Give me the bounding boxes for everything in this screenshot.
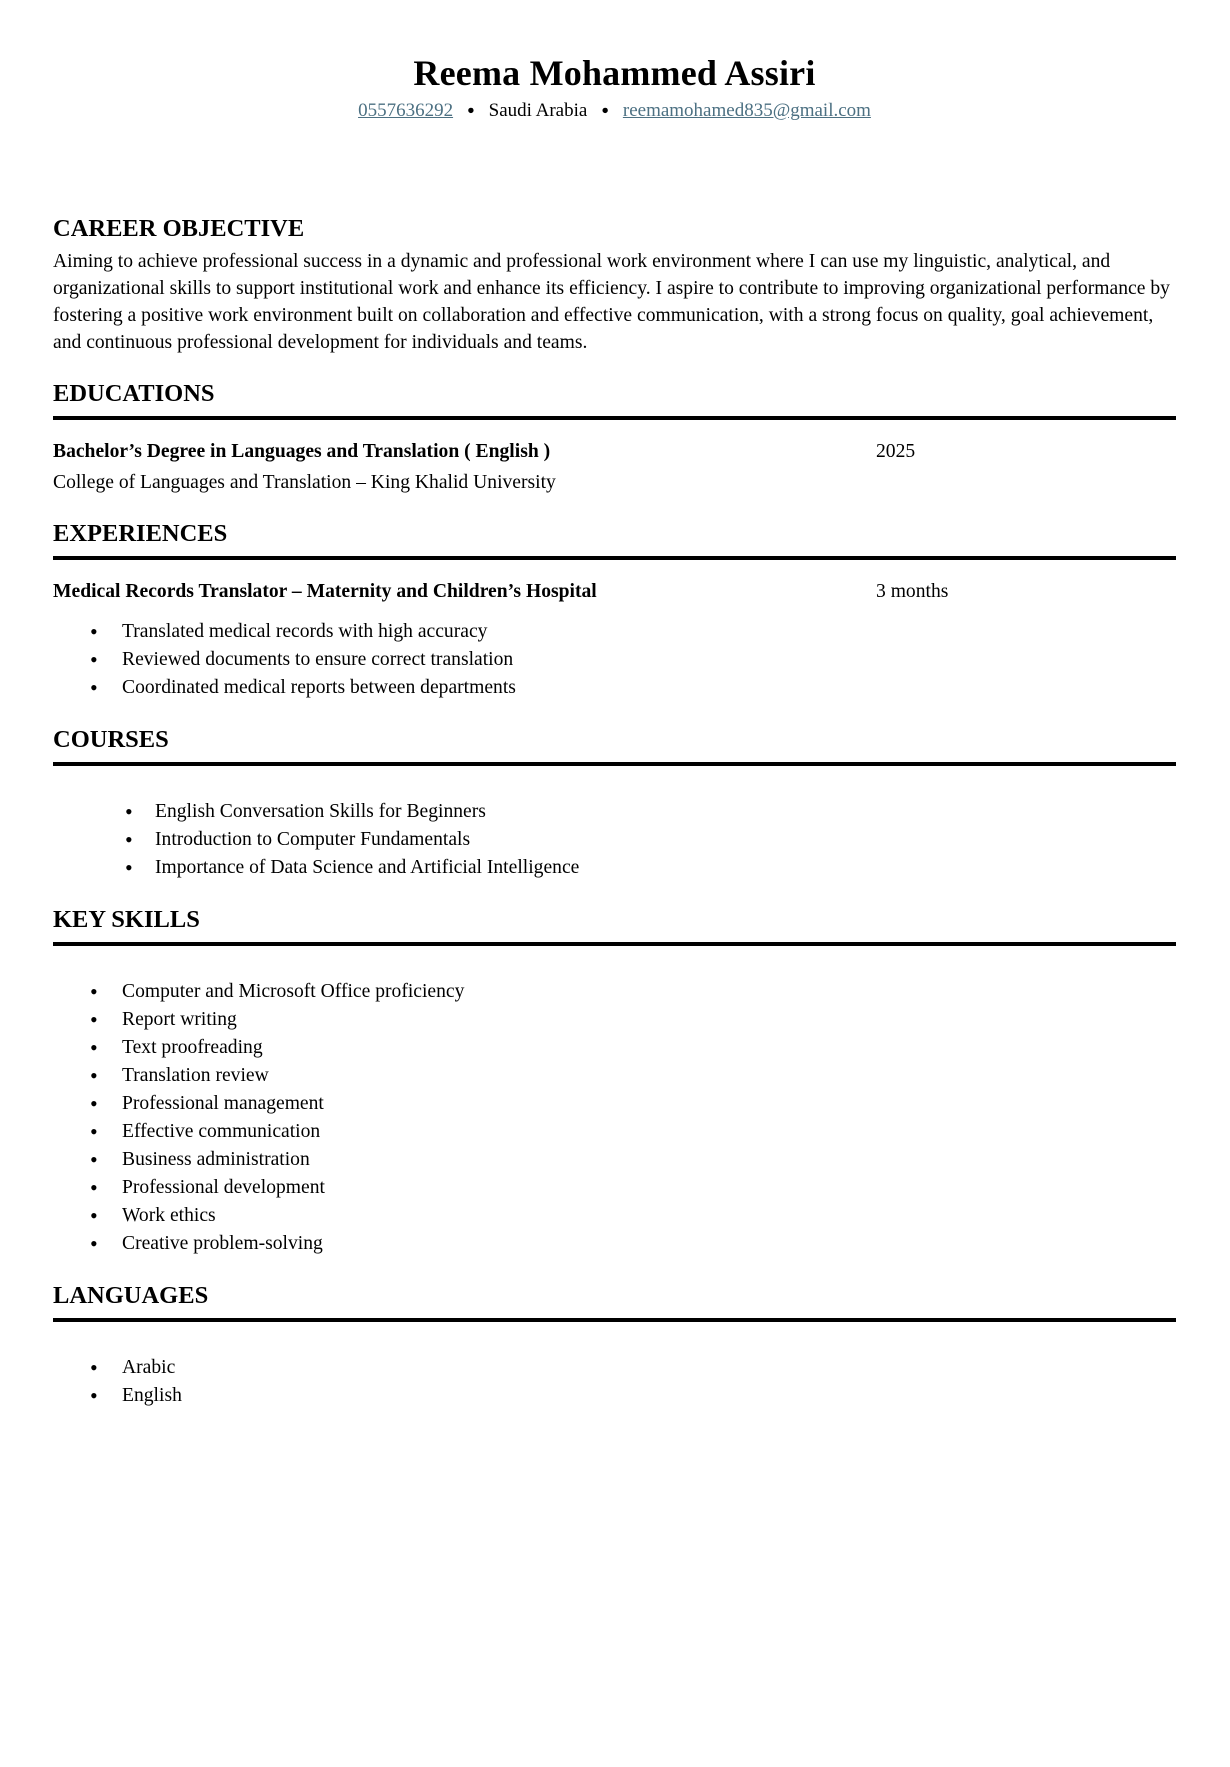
experience-entry xyxy=(53,579,1176,605)
list-item: • Professional management xyxy=(53,1090,1176,1118)
location-text: Saudi Arabia xyxy=(488,100,588,122)
list-item: • Work ethics xyxy=(53,1202,1176,1230)
courses-list xyxy=(53,798,1176,882)
list-item: • Creative problem-solving xyxy=(53,1230,1176,1258)
job-duration: 3 months xyxy=(876,581,949,602)
list-item: • Text proofreading xyxy=(53,1034,1176,1062)
section-key-skills xyxy=(53,907,1176,1258)
list-item: • Coordinated medical reports between departments xyxy=(53,674,1176,702)
languages-heading: LANGUAGES xyxy=(53,1283,1176,1322)
career-objective-text: Aiming to achieve professional success in a dynamic and professional work environment where I can use my linguistic, analytical, and organizational skills to support institutional work and enhance its efficiency. I aspire to contribute to improving organizational performance by fostering a positive work environment built on collaboration and effective communication, with a strong focus on quality, goal achievement, and continuous professional development for individuals and teams. xyxy=(53,251,1170,354)
list-item: • Business administration xyxy=(53,1146,1176,1174)
dot-separator-icon: ● xyxy=(601,102,609,117)
career-objective-heading: CAREER OBJECTIVE xyxy=(53,215,305,243)
list-item: • English xyxy=(53,1382,1176,1410)
list-item: • Professional development xyxy=(53,1174,1176,1202)
courses-heading: COURSES xyxy=(53,727,1176,766)
educations-heading: EDUCATIONS xyxy=(53,381,1176,420)
list-item: • English Conversation Skills for Beginners xyxy=(53,798,1176,826)
key-skills-heading: KEY SKILLS xyxy=(53,907,1176,946)
section-courses xyxy=(53,727,1176,882)
key-skills-list xyxy=(53,978,1176,1258)
list-item: • Translation review xyxy=(53,1062,1176,1090)
list-item: • Translated medical records with high accuracy xyxy=(53,618,1176,646)
section-experiences xyxy=(53,521,1176,702)
list-item: • Reviewed documents to ensure correct translation xyxy=(53,646,1176,674)
education-entry xyxy=(53,439,1176,465)
email-link[interactable]: reemamohamed835@gmail.com xyxy=(622,100,871,122)
degree-year: 2025 xyxy=(876,441,916,463)
list-item: • Report writing xyxy=(53,1006,1176,1034)
experiences-heading: EXPERIENCES xyxy=(53,521,1176,560)
list-item: • Computer and Microsoft Office proficiency xyxy=(53,978,1176,1006)
section-languages xyxy=(53,1283,1176,1410)
experience-bullet-list xyxy=(53,618,1176,702)
contact-line xyxy=(53,100,1176,122)
list-item: • Introduction to Computer Fundamentals xyxy=(53,826,1176,854)
resume-header xyxy=(53,52,1176,122)
degree-title: Bachelor’s Degree in Languages and Translation ( English ) xyxy=(53,441,551,463)
section-educations xyxy=(53,381,1176,496)
languages-list xyxy=(53,1354,1176,1410)
degree-institution: College of Languages and Translation – King Khalid University xyxy=(53,472,556,494)
dot-separator-icon: ● xyxy=(467,102,475,117)
list-item: • Importance of Data Science and Artificial Intelligence xyxy=(53,854,1176,882)
job-title: Medical Records Translator – Maternity and Children’s Hospital xyxy=(53,581,597,602)
phone-link[interactable]: 0557636292 xyxy=(358,100,454,122)
list-item: • Arabic xyxy=(53,1354,1176,1382)
section-career-objective xyxy=(53,216,1176,356)
page-title: Reema Mohammed Assiri xyxy=(413,53,816,93)
list-item: • Effective communication xyxy=(53,1118,1176,1146)
